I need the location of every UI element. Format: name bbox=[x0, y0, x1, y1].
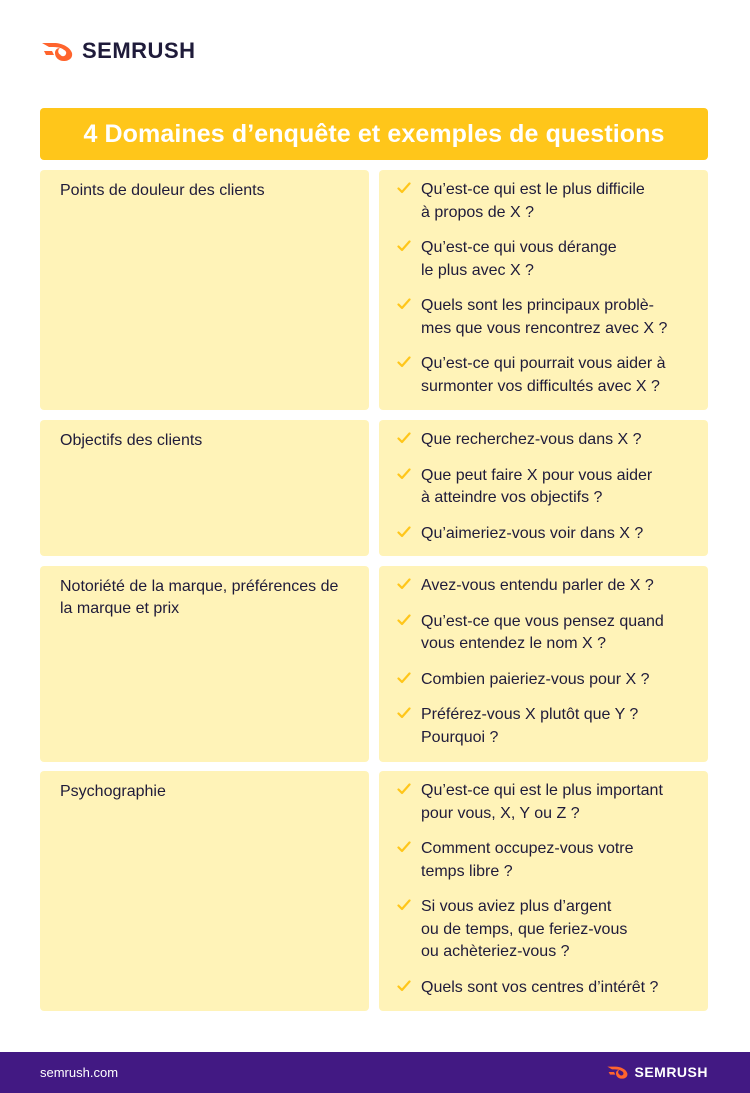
question-list bbox=[397, 575, 698, 762]
check-icon bbox=[397, 840, 411, 854]
check-icon bbox=[397, 431, 411, 445]
question-item bbox=[397, 704, 698, 749]
check-icon bbox=[397, 297, 411, 311]
questions-cell bbox=[379, 771, 708, 1011]
question-text-line: Qu’est-ce qui pourrait vous aider à bbox=[421, 355, 666, 372]
question-text-line: Qu’est-ce qui est le plus important bbox=[421, 782, 663, 799]
check-icon bbox=[397, 355, 411, 369]
domain-cell bbox=[40, 170, 369, 410]
question-text-line: Qu’est-ce qui est le plus difficile bbox=[421, 181, 645, 198]
question-list bbox=[397, 429, 698, 558]
brand-logo bbox=[40, 38, 196, 64]
check-icon bbox=[397, 979, 411, 993]
question-item bbox=[397, 429, 698, 452]
check-icon bbox=[397, 782, 411, 796]
question-text-line: ou achèteriez-vous ? bbox=[421, 943, 570, 960]
check-icon bbox=[397, 181, 411, 195]
page-title: 4 Domaines d’enquête et exemples de questions bbox=[83, 119, 665, 148]
domain-cell bbox=[40, 420, 369, 556]
domain-label: Notoriété de la marque, préférences de la marque et prix bbox=[60, 578, 339, 617]
domain-row bbox=[40, 420, 708, 556]
check-icon bbox=[397, 239, 411, 253]
question-text-line: Avez-vous entendu parler de X ? bbox=[421, 577, 654, 594]
question-text-line: à atteindre vos objectifs ? bbox=[421, 489, 603, 506]
question-text-line: Que peut faire X pour vous aider bbox=[421, 466, 653, 484]
semrush-flame-icon bbox=[40, 39, 76, 63]
questions-cell bbox=[379, 566, 708, 762]
domain-row bbox=[40, 566, 708, 762]
questions-cell bbox=[379, 420, 708, 556]
question-text-line: le plus avec X ? bbox=[421, 261, 534, 279]
question-item bbox=[397, 575, 698, 598]
question-item bbox=[397, 780, 698, 825]
domain-cell bbox=[40, 566, 369, 762]
question-item bbox=[397, 896, 698, 964]
question-text-line: ou de temps, que feriez-vous bbox=[421, 920, 628, 938]
question-list bbox=[397, 780, 698, 1012]
title-banner bbox=[40, 108, 708, 160]
check-icon bbox=[397, 671, 411, 685]
check-icon bbox=[397, 613, 411, 627]
questions-cell bbox=[379, 170, 708, 410]
question-text-line: Quels sont vos centres d’intérêt ? bbox=[421, 978, 659, 996]
question-text-line: Qu’aimeriez-vous voir dans X ? bbox=[421, 524, 644, 542]
question-item bbox=[397, 353, 698, 398]
question-text-line: Comment occupez-vous votre bbox=[421, 840, 634, 857]
question-text-line: à propos de X ? bbox=[421, 203, 534, 221]
question-text-line: vous entendez le nom X ? bbox=[421, 635, 607, 652]
question-text-line: temps libre ? bbox=[421, 862, 513, 880]
domain-row bbox=[40, 170, 708, 410]
question-item bbox=[397, 838, 698, 883]
question-item bbox=[397, 523, 698, 546]
question-item bbox=[397, 465, 698, 510]
check-icon bbox=[397, 898, 411, 912]
footer-brand-name: SEMRUSH bbox=[634, 1064, 708, 1080]
footer-link[interactable]: semrush.com bbox=[40, 1065, 119, 1080]
check-icon bbox=[397, 525, 411, 539]
question-text-line: Préférez-vous X plutôt que Y ? bbox=[421, 706, 639, 723]
question-text-line: Pourquoi ? bbox=[421, 728, 499, 746]
check-icon bbox=[397, 467, 411, 481]
domain-label: Psychographie bbox=[60, 783, 166, 800]
question-list bbox=[397, 179, 698, 411]
question-item bbox=[397, 977, 698, 1000]
question-text-line: pour vous, X, Y ou Z ? bbox=[421, 804, 580, 822]
domain-label: Objectifs des clients bbox=[60, 432, 203, 449]
question-text-line: mes que vous rencontrez avec X ? bbox=[421, 319, 668, 337]
check-icon bbox=[397, 706, 411, 720]
question-item bbox=[397, 237, 698, 282]
question-text-line: surmonter vos difficultés avec X ? bbox=[421, 377, 660, 395]
question-text-line: Quels sont les principaux problè- bbox=[421, 297, 655, 314]
check-icon bbox=[397, 577, 411, 591]
question-item bbox=[397, 179, 698, 224]
question-text-line: Si vous aviez plus d’argent bbox=[421, 898, 612, 915]
question-item bbox=[397, 669, 698, 692]
semrush-flame-icon bbox=[606, 1064, 630, 1080]
question-text-line: Qu’est-ce que vous pensez quand bbox=[421, 612, 664, 630]
domain-cell bbox=[40, 771, 369, 1011]
question-text-line: Combien paieriez-vous pour X ? bbox=[421, 670, 650, 688]
footer-logo bbox=[606, 1064, 708, 1080]
domain-row bbox=[40, 771, 708, 1011]
question-text-line: Qu’est-ce qui vous dérange bbox=[421, 239, 617, 256]
question-text-line: Que recherchez-vous dans X ? bbox=[421, 431, 642, 448]
footer bbox=[0, 1052, 750, 1093]
brand-name: SEMRUSH bbox=[82, 38, 196, 63]
question-item bbox=[397, 295, 698, 340]
domain-label: Points de douleur des clients bbox=[60, 182, 265, 199]
question-item bbox=[397, 611, 698, 656]
